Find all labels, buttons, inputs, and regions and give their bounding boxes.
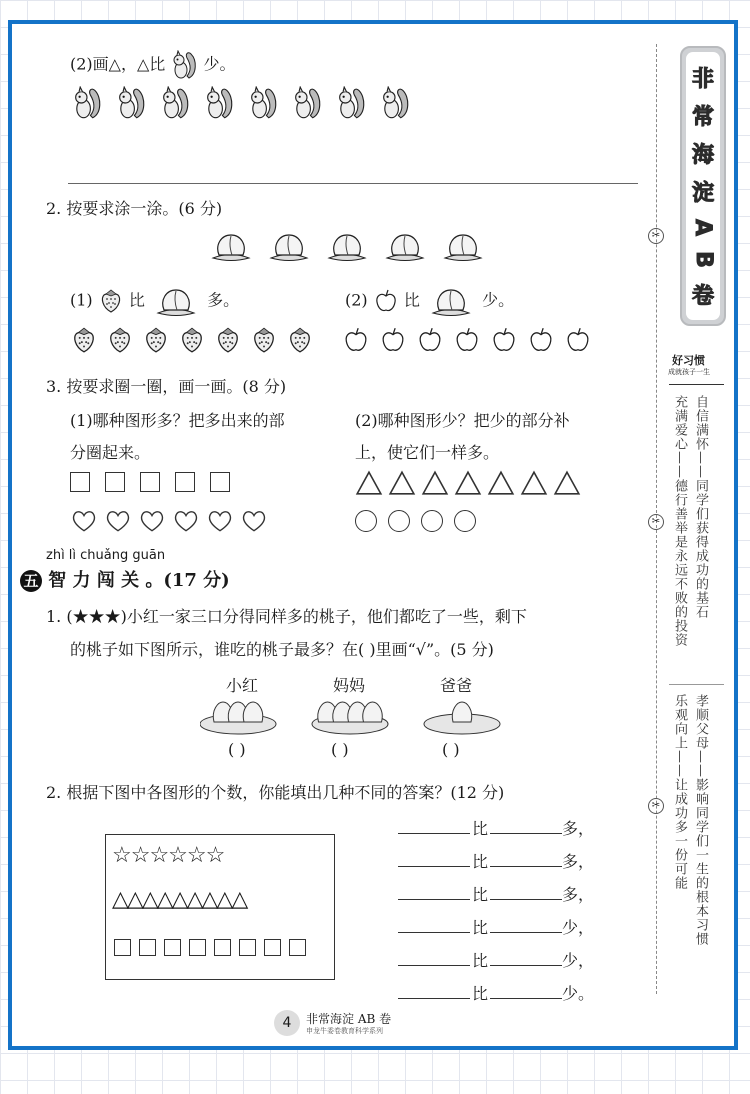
- banner-char: 非: [691, 66, 714, 92]
- s5q2-title: 2. 根据下图中各图形的个数，你能填出几种不同的答案？(12 分): [46, 783, 505, 802]
- answer-blank[interactable]: [398, 819, 470, 834]
- answer-blank[interactable]: [490, 885, 562, 900]
- banner-char: B: [690, 251, 716, 268]
- answer-blank[interactable]: [490, 984, 562, 999]
- triangle-icon: [355, 470, 383, 496]
- section5-heading: [20, 566, 230, 592]
- q3-part2-line2: 上，使它们一样多。: [355, 443, 500, 462]
- triangle-icon: [553, 470, 581, 496]
- square-icon: [264, 939, 281, 956]
- sidebar-text-2: 充满爱心——德行善举是永远不败的投资: [672, 395, 687, 647]
- square-icon: [239, 939, 256, 956]
- apple-icon: [416, 325, 444, 355]
- peach-icon: [425, 286, 477, 316]
- answer-blank[interactable]: [398, 984, 470, 999]
- section5-pinyin: zhì lì chuǎng guān: [46, 548, 166, 563]
- square-icon: [105, 472, 125, 492]
- compare-result: 多，: [562, 852, 595, 871]
- compare-word: 比: [472, 951, 489, 970]
- heart-icon: [172, 508, 200, 534]
- apple-row: [342, 325, 601, 355]
- divider: [68, 183, 638, 184]
- triangle-icon: [421, 470, 449, 496]
- footer-subtitle: 申龙牛委卷教育科学系列: [306, 1027, 383, 1035]
- person-label-baba: 爸爸: [440, 676, 473, 695]
- peach-icon: [437, 228, 489, 264]
- answer-paren-baba[interactable]: ( ): [442, 740, 460, 759]
- answer-blank[interactable]: [398, 885, 470, 900]
- triangle-icon: [520, 470, 548, 496]
- answer-paren-mama[interactable]: ( ): [331, 740, 349, 759]
- s5q1-line1: 1. (★★★)小红一家三口分得同样多的桃子，他们都吃了一些，剩下: [46, 607, 527, 626]
- circle-row: [355, 510, 487, 532]
- square-icon: [140, 472, 160, 492]
- compare-result: 少，: [562, 918, 595, 937]
- answer-blank[interactable]: [398, 852, 470, 867]
- page-number: 4: [274, 1010, 300, 1036]
- s5q1-line2: 的桃子如下图所示，谁吃的桃子最多？在( )里画“√”。(5 分): [70, 640, 494, 659]
- apple-icon: [490, 325, 518, 355]
- cut-mark-icon: ✂: [648, 798, 664, 814]
- squirrel-icon: [68, 86, 106, 120]
- squirrel-icon: [170, 50, 198, 80]
- banner-char: 淀: [691, 181, 714, 207]
- answer-line: [398, 915, 594, 938]
- squirrel-icon: [376, 86, 414, 120]
- q3-part2-line1: (2)哪种图形少？把少的部分补: [355, 411, 570, 430]
- habit-title: 好习惯: [672, 354, 705, 367]
- triangle-row: [355, 470, 586, 496]
- strawberry-icon: [250, 325, 278, 355]
- q3-part1-line2: 分圈起来。: [70, 443, 151, 462]
- peach-icon: [150, 286, 202, 316]
- strawberry-row: [70, 325, 322, 355]
- peach-icon: [363, 702, 382, 722]
- apple-icon: [564, 325, 592, 355]
- compare-word: 比: [472, 819, 489, 838]
- banner-char: 常: [691, 104, 714, 130]
- answer-blank[interactable]: [490, 918, 562, 933]
- compare-result: 少，: [562, 951, 595, 970]
- apple-icon: [379, 325, 407, 355]
- q2-part1: (1) 比 多。: [70, 286, 239, 316]
- answer-line: [398, 882, 594, 905]
- answer-line: [398, 816, 594, 839]
- square-row-2: [114, 939, 314, 956]
- sidebar-text-4: 乐观向上——让成功多一份可能: [672, 694, 687, 890]
- squirrel-icon: [288, 86, 326, 120]
- sidebar-text-3: 孝顺父母——影响同学们一生的根本习惯: [693, 694, 708, 946]
- peach-icon: [452, 702, 471, 722]
- banner-char: 卷: [691, 284, 714, 310]
- heart-icon: [70, 508, 98, 534]
- peach-row: [205, 228, 495, 264]
- peach-icon: [321, 228, 373, 264]
- person-label-xiaohong: 小红: [226, 676, 259, 695]
- squirrel-icon: [244, 86, 282, 120]
- brand-banner: [680, 46, 726, 326]
- q3-title: 3. 按要求圈一圈，画一画。(8 分): [46, 377, 287, 396]
- q3-part1-line1: (1)哪种图形多？把多出来的部: [70, 411, 285, 430]
- triangle-icon: [454, 470, 482, 496]
- strawberry-icon: [98, 288, 124, 314]
- peach-icon: [263, 228, 315, 264]
- cut-mark-icon: ✂: [648, 514, 664, 530]
- squirrel-icon: [156, 86, 194, 120]
- peach-icon: [243, 702, 262, 722]
- squirrel-icon: [332, 86, 370, 120]
- strawberry-icon: [214, 325, 242, 355]
- compare-result: 多，: [562, 885, 595, 904]
- q2-title: 2. 按要求涂一涂。(6 分): [46, 199, 223, 218]
- footer-title: 非常海淀 AB 卷: [306, 1012, 392, 1026]
- answer-paren-xiaohong[interactable]: ( ): [228, 740, 246, 759]
- sidebar-text-1: 自信满怀——同学们获得成功的基石: [693, 395, 708, 619]
- banner-char: A: [690, 218, 716, 236]
- peach-icon: [379, 228, 431, 264]
- sidebar-rule: [669, 384, 724, 385]
- compare-result: 多，: [562, 819, 595, 838]
- triangle-row-2: △△△△△△△△△: [112, 887, 247, 912]
- compare-result: 少。: [562, 984, 595, 1003]
- square-icon: [289, 939, 306, 956]
- habit-subtitle: 成就孩子一生: [668, 368, 710, 376]
- peach-icon: [205, 228, 257, 264]
- compare-word: 比: [472, 852, 489, 871]
- strawberry-icon: [142, 325, 170, 355]
- circle-icon: [355, 510, 377, 532]
- heart-icon: [138, 508, 166, 534]
- apple-icon: [453, 325, 481, 355]
- answer-blank[interactable]: [490, 819, 562, 834]
- section5-title: 智 力 闯 关 。(17 分): [48, 570, 230, 591]
- square-row: [70, 472, 245, 492]
- apple-icon: [342, 325, 370, 355]
- apple-icon: [527, 325, 555, 355]
- heart-row: [70, 508, 274, 534]
- compare-word: 比: [472, 885, 489, 904]
- strawberry-icon: [286, 325, 314, 355]
- cut-mark-icon: ✂: [648, 228, 664, 244]
- circle-icon: [454, 510, 476, 532]
- squirrel-row: [68, 86, 420, 120]
- answer-line: [398, 981, 594, 1004]
- plates-figure: [200, 692, 510, 740]
- squirrel-icon: [200, 86, 238, 120]
- apple-icon: [373, 288, 399, 314]
- square-icon: [70, 472, 90, 492]
- answer-line: [398, 849, 594, 872]
- shape-count-box: [105, 834, 335, 980]
- square-icon: [214, 939, 231, 956]
- answer-blank[interactable]: [490, 951, 562, 966]
- heart-icon: [104, 508, 132, 534]
- section5-number: 五: [20, 570, 42, 592]
- star-row: ☆☆☆☆☆☆: [112, 843, 225, 868]
- q1-part2-line: (2)画△，△比 少。: [70, 50, 235, 80]
- squirrel-icon: [112, 86, 150, 120]
- circle-icon: [421, 510, 443, 532]
- strawberry-icon: [106, 325, 134, 355]
- square-icon: [114, 939, 131, 956]
- heart-icon: [240, 508, 268, 534]
- answer-blank[interactable]: [398, 918, 470, 933]
- answer-line: [398, 948, 594, 971]
- strawberry-icon: [70, 325, 98, 355]
- heart-icon: [206, 508, 234, 534]
- triangle-icon: [388, 470, 416, 496]
- triangle-icon: [487, 470, 515, 496]
- circle-icon: [388, 510, 410, 532]
- banner-char: 海: [691, 143, 714, 169]
- person-label-mama: 妈妈: [333, 676, 366, 695]
- square-icon: [164, 939, 181, 956]
- answer-blank[interactable]: [490, 852, 562, 867]
- compare-word: 比: [472, 918, 489, 937]
- q2-part2: (2) 比 少。: [345, 286, 514, 316]
- strawberry-icon: [178, 325, 206, 355]
- square-icon: [175, 472, 195, 492]
- sidebar-rule-2: [669, 684, 724, 685]
- answer-blank[interactable]: [398, 951, 470, 966]
- square-icon: [139, 939, 156, 956]
- square-icon: [210, 472, 230, 492]
- compare-word: 比: [472, 984, 489, 1003]
- square-icon: [189, 939, 206, 956]
